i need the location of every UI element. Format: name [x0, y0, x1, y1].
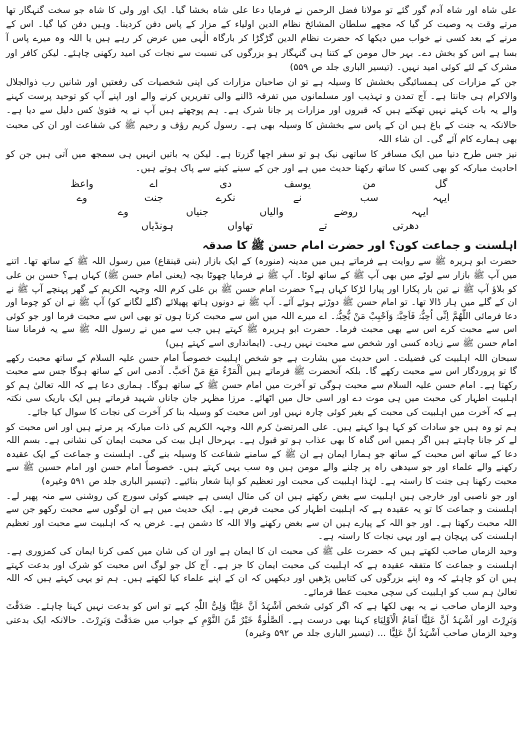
poem-block — [6, 178, 517, 234]
poem-word: ایہہ — [411, 207, 429, 219]
poem-word: تھاواں — [227, 221, 253, 233]
poem-word: تے — [318, 221, 328, 233]
paragraph-5: سبحان اللہ اہلبیت کی فضیلت۔ اس حدیث میں بشارت ہے جو شخص اہلبیت خصوصاً امام حسن علیہ السلام کے ساتھ محبت رکھے گا تو پروردگار اس سے محبت رکھے گا۔ بلکہ آنحضرت ﷺ فرماتے ہیں اَلْمَرْءُ مَعَ مَنْ اَحَبَّ۔ آدمی اس کے ساتھ ہوگا جس سے محبت رکھتا ہے۔ امام حسن علیہ السلام سے محبت ہوگی تو آخرت میں امام حسن ﷺ کے ساتھ ہوگا۔ ہماری دعا ہے کہ اللہ تعالیٰ ہم کو اہلبیت اطہار کی محبت میں ہی موت دے اور اسی حال میں اٹھائے۔ مرزا مظہر جان جاناں شہید فرماتے ہیں ایک باریک سی نکتہ ہے کہ آخرت میں اہلبیت کی محبت کے بغیر کوئی چارہ نہیں اور اس محبت کو وسیلہ بنا کر آخرت کی نجات کا سوال کیا جائے۔ — [6, 353, 517, 418]
poem-word: یوسف — [284, 179, 311, 191]
poem-word: من — [362, 179, 376, 191]
poem-word: واعظ — [70, 179, 94, 191]
section-heading: اہلسنت و جماعت کون؟ اور حضرت امام حسن ﷺ کا صدقہ — [202, 239, 517, 253]
paragraph-8: وحید الزماں صاحب لکھتے ہیں کہ حضرت علی ﷺ کی محبت ان کا ایمان ہے اور ان کی شان میں کمی کرنا ایمان کی کمزوری ہے۔ اہلسنت و جماعت کا متفقہ عقیدہ ہے کہ اہلبیت کی محبت ایمان کا جز ہے۔ آج کل جو لوگ اس محبت کو شرک اور بدعت کہتے ہیں ان کو چاہئے کہ وہ اپنے بزرگوں کی کتابیں پڑھیں اور دیکھیں کہ ان کے اپنے علماء کیا لکھتے ہیں۔ ہم تو یہی کہتے ہیں کہ اللہ تعالیٰ ہم سب کو اہلبیت کی سچی محبت عطا فرمائے۔ — [6, 546, 517, 598]
poem-word: سب — [360, 193, 379, 205]
paragraph-6: ہم تو وہ ہیں جو سادات کو کہا ہوا کہتے ہیں۔ علی المرتضیٰ کرم اللہ وجہہ الکریم کی ذات مبارکہ پر مرتے ہیں اور اس محبت کو لے کر جانا چاہتے ہیں اگر ہمیں اس گناہ کا بھی عذاب ہو تو قبول ہے۔ بہرحال اہل بیت کی محبت ایمان کی نشانی ہے۔ بسم اللہ دعا کے ساتھ اس محبت کے ساتھ جو ہمارا ایمان ہے ان ﷺ کے سامنے شفاعت کا وسیلہ بنے گی۔ اہلسنت و جماعت کے ایک عقیدہ رکھنے والے علماء اور جو سیدھی راہ پر چلنے والے مومن ہیں وہ سب یہی کہتے ہیں۔ خصوصاً امام حسن اور امام حسین ﷺ سے محبت رکھنا ہی جنت کا راستہ ہے۔ لہٰذا اہلبیت کی محبت اور تعظیم کو اپنا شعار بنائیے۔ (تیسیر الباری جلد ص ۵۹۱ وغیرہ) — [6, 422, 517, 487]
poem-word: جنت — [144, 193, 164, 205]
poem-word: ہونڈیاں — [141, 221, 174, 233]
paragraph-2: جن کے مزارات کی ہمسائیگی بخشش کا وسیلہ ہے تو ان صاحبان مزارات کی اپنی شخصیات کی رفعتیں اور شانیں رب ذوالجلال والاکرام ہی جانتا ہے۔ آج تمدن و تہذیب اور مسلمانوں میں تفرقہ ڈالنے والی تقریریں کرنے والے اور اپنے آپ کو توحید پرست کہنے والے یہ بات کہتے نہیں تھکتے ہیں کہ قبروں اور مزارات پر جانا شرک ہے۔ ہم پوچھتے ہیں آپ نے یہ فتویٰ کس دلیل سے دیا ہے۔ حالانکہ یہ جنت کے باغ ہیں ان کے پاس سے بخشش کا وسیلہ بھی ہے۔ رسول کریم رؤف و رحیم ﷺ کی شفاعت اور ان کی محبت بھی ہمارے کام آئے گی۔ ان شاء اللہ — [6, 78, 517, 145]
paragraph-3: نیز جس طرح دنیا میں ایک مسافر کا ساتھی نیک ہو تو سفر اچھا گزرتا ہے۔ لیکن یہ باتیں انہیں ہی سمجھ میں آتی ہیں جن کو احادیث مبارکہ کو بھی کسی کا ساتھ رکھنا حدیث میں ہے اور جن کے سینے کینے سے پاک ہوتے ہیں۔ — [6, 150, 517, 175]
poem-row-4 — [6, 220, 517, 234]
poem-word: دی — [219, 179, 232, 191]
poem-word: جنیاں — [186, 207, 209, 219]
poem-word: نے — [293, 193, 302, 205]
poem-word: ایہہ — [432, 193, 450, 205]
paragraph-9: وحید الزماں صاحب نے یہ بھی لکھا ہے کہ اگر کوئی شخص اَشْہَدُ اَنَّ عَلِیًّا وَلِیُّ اللّٰہِ کہے تو اس کو بدعت نہیں کہنا چاہئے۔ صَدَقْتَ وَبَرِرْتَ اور اَشْہَدُ اَنَّ عَلِیًّا اَمَامُ الْاَوْلِیَاءِ کہنا بھی درست ہے۔ اَلصَّلٰوۃُ خَیْرٌ مِّنَ النَّوْمِ کے جواب میں صَدَقْتَ وَبَرِرْتَ۔ حالانکہ ایک بدعتی وحید الزماں صاحب اَشْہَدُ اَنَّ عَلِیًّا ... (تیسیر الباری جلد ص ۵۹۲ وغیرہ) — [6, 602, 517, 640]
poem-word: نکرے — [215, 193, 236, 205]
poem-word: روضے — [333, 207, 358, 219]
paragraph-4: حضرت ابو ہریرہ ﷺ سے روایت ہے فرماتے ہیں میں مدینہ (منورہ) کے ایک بازار (بنی قینقاع) میں رسول اللہ ﷺ کے ساتھ تھا۔ اتنے میں آپ ﷺ بازار سے لوٹے میں بھی آپ ﷺ کے ساتھ لوٹا۔ آپ ﷺ نے فرمایا چھوٹا بچہ (یعنی امام حسن ﷺ) کہاں ہے؟ حسن بن علی کو بلاؤ آپ ﷺ نے تین بار پکارا اور پیارا لڑکا کہاں ہے؟ حضرت امام حسن ﷺ بن علی کرم اللہ وجہہ الکریم کے گھر پہنچے آپ ﷺ نے ان کے گلے میں ہار ڈالا تھا۔ تو امام حسن ﷺ دوڑتے ہوئے آئے۔ آپ ﷺ نے دونوں ہاتھ پھیلائے (گلے لگانے کو) آپ ﷺ نے ان کو چوما اور دعا فرمائی اللّٰھُمَّ اِنِّی اُحِبُّہٗ فَاَحِبَّہٗ وَاَحْبِبْ مَنْ یُّحِبُّہٗ۔ اے میرے اللہ میں اس سے محبت کرتا ہوں تو بھی اس سے محبت فرما اور جو کوئی اس سے محبت کرے اس سے بھی محبت فرما۔ حضرت ابو ہریرہ ﷺ کہتے ہیں جب سے میں نے رسول اللہ ﷺ سے یہ فرمانا سنا امام حسن ﷺ سے زیادہ کسی اور شخص سے محبت نہیں رہی۔ (ایمانداری اسے کہتے ہیں) — [6, 257, 517, 349]
poem-word: وے — [117, 207, 129, 219]
paragraph-1: علی شاہ اور شاہ آدم گور گئے تو مولانا فضل الرحمن نے فرمایا دعا علی شاہ بخشا گیا۔ ایک اور ولی کا شاہ جو سخت گنہگار تھا مرتے وقت یہ وصیت کر گیا کہ مجھے سلطان المشائخ نظام الدین اولیاء کے مزار کے پاس دفن کردینا۔ وہیں دفن کیا گیا۔ اس کے مرنے کے بعد کسی نے خواب میں دیکھا کہ حضرت نظام الدین گڑگڑا کر بارگاہ الٰہی میں عرض کر رہے ہیں یا اللہ وہ میرے پاس آ بسا ہے اس کو بخش دے۔ بہر حال مومن کے کتنا ہی گنہگار ہو بزرگوں کی نسبت سے نجات کی امید رکھنی چاہئے۔ لیکن کافر اور مشرک کے لئے کوئی امید نہیں۔ (تیسیر الباری جلد ص ۵۵۹) — [6, 6, 517, 73]
poem-word: دھرتی — [392, 221, 419, 233]
poem-row-3 — [6, 206, 517, 220]
poem-word: والیاں — [259, 207, 284, 219]
paragraph-7: اور جو ناصبی اور خارجی ہیں اہلبیت سے بغض رکھتے ہیں ان کی مثال ایسی ہے جیسے کوئی سورج کی روشنی سے منہ پھیر لے۔ اہلسنت و جماعت کا تو یہ عقیدہ ہے کہ اہلبیت اطہار کی محبت فرض ہے۔ ایک حدیث میں ہے ان لوگوں سے محبت رکھو جن سے اللہ محبت رکھتا ہے۔ اور جو اللہ کے پیارے ہیں ان سے بغض رکھنے والا اللہ کا دشمن ہے۔ غرض یہ کہ اہلبیت سے محبت اور تعظیم اہلسنت کی پہچان ہے اور یہی نجات کا راستہ ہے۔ — [6, 491, 517, 543]
poem-word: وے — [76, 193, 88, 205]
poem-row-2 — [6, 192, 517, 206]
poem-word: گل — [434, 179, 448, 191]
poem-word: اے — [149, 179, 159, 191]
poem-row-1 — [6, 178, 517, 192]
